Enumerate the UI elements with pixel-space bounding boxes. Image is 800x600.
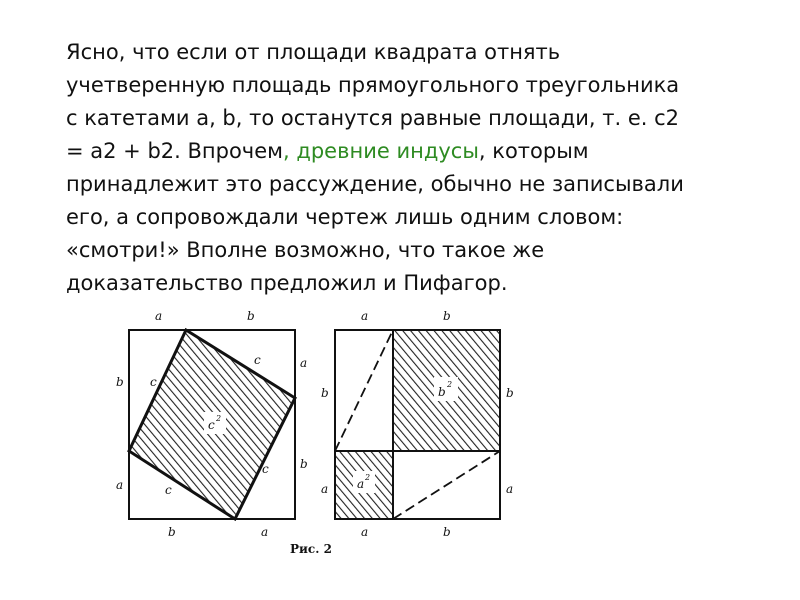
text-line-8: доказательство предложил и Пифагор. [66,271,508,295]
label-center-exp: 2 [216,414,222,423]
label-a2-exp: 2 [365,473,371,482]
label-right-a: a [300,356,308,370]
text-line-3: с катетами a, b, то останутся равные площади, т. е. c2 [66,106,679,130]
text-line-6: его, а сопровождали чертеж лишь одним словом: [66,205,624,229]
label-r-top-a: a [361,309,369,323]
label-left-b: b [116,375,124,389]
label-side-c-4: c [165,483,172,497]
label-side-c-3: c [262,462,269,476]
label-r-left-a: a [321,482,329,496]
label-bottom-a: a [261,525,269,539]
label-r-bottom-b: b [443,525,451,539]
diagonal-upper [335,330,393,451]
label-r-right-a: a [506,482,514,496]
label-bottom-b: b [168,525,176,539]
label-r-left-b: b [321,386,329,400]
text-line-5: принадлежит это рассуждение, обычно не записывали [66,172,684,196]
right-square-diagram [321,309,514,539]
label-side-c-1: c [150,375,157,389]
label-center-c: c [208,418,215,432]
text-line-4-end: , которым [478,139,589,163]
label-left-a: a [116,478,124,492]
left-square-diagram [116,309,308,539]
label-r-right-b: b [506,386,514,400]
figure-caption: Рис. 2 [290,542,332,556]
diagonal-lower [393,451,500,519]
label-r-top-b: b [443,309,451,323]
slide-paragraph [66,36,766,300]
label-b2-exp: 2 [447,380,453,389]
text-line-1: Ясно, что если от площади квадрата отнять [66,40,561,64]
label-top-b: b [247,309,255,323]
pythagoras-proof-figure [110,300,530,565]
label-right-b: b [300,457,308,471]
label-side-c-2: c [254,353,261,367]
ancient-hindus-link[interactable]: , древние индусы [282,139,479,163]
label-top-a: a [155,309,163,323]
label-a2-base: a [357,477,365,491]
label-b2-base: b [438,385,446,399]
text-line-4 [66,135,766,168]
label-r-bottom-a: a [361,525,369,539]
text-line-2: учетверенную площадь прямоугольного треугольника [66,73,680,97]
text-line-7: «смотри!» Вполне возможно, что такое же [66,238,545,262]
text-line-4-start: = a2 + b2. Впрочем [66,139,283,163]
